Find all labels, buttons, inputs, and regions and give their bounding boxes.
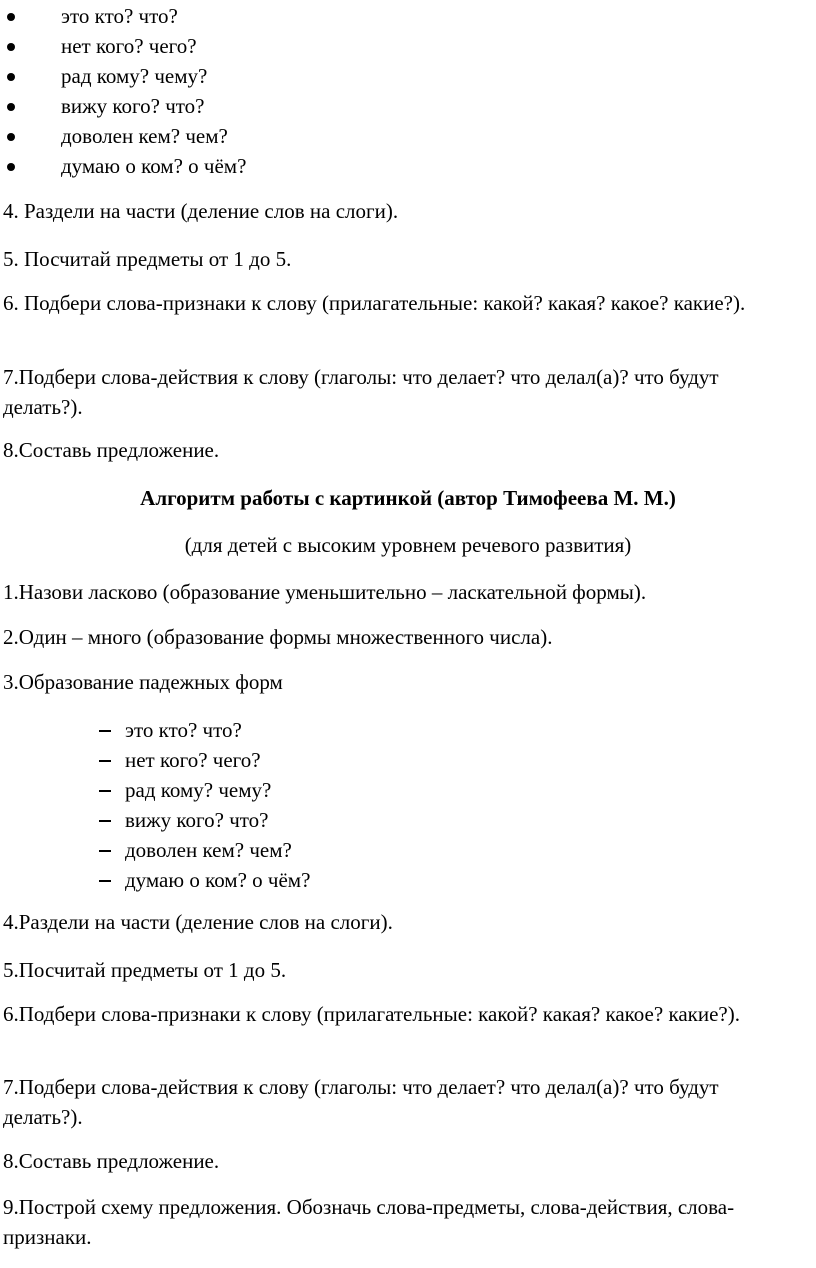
- dash-icon: [98, 835, 112, 865]
- dash-icon: [98, 745, 112, 775]
- dash-icon: [98, 775, 112, 805]
- step-4-syllables: 4. Раздели на части (деление слов на слоги).: [3, 199, 399, 223]
- step-5-counting: 5.Посчитай предметы от 1 до 5.: [3, 958, 287, 982]
- section-heading: Алгоритм работы с картинкой (автор Тимофеева М. М.): [140, 486, 676, 510]
- list-item: думаю о ком? о чём?: [4, 151, 784, 181]
- bullet-dot-icon: [4, 91, 18, 121]
- step-1-diminutive: 1.Назови ласково (образование уменьшительно – ласкательной формы).: [3, 580, 647, 604]
- step-6-adjectives: 6.Подбери слова-признаки к слову (прилагательные: какой? какая? какое? какие?).: [3, 1002, 740, 1026]
- bullet-dot-icon: [4, 61, 18, 91]
- step-7-verbs: 7.Подбери слова-действия к слову (глаголы: что делает? что делал(а)? что будут делать?).: [3, 1075, 719, 1129]
- list-item: доволен кем? чем?: [98, 835, 778, 865]
- list-item: это кто? что?: [98, 715, 778, 745]
- list-item: это кто? что?: [4, 1, 784, 31]
- bullet-dot-icon: [4, 31, 18, 61]
- step-8-sentence: 8.Составь предложение.: [3, 438, 220, 462]
- list-item: вижу кого? что?: [98, 805, 778, 835]
- list-item: вижу кого? что?: [4, 91, 784, 121]
- case-forms-list-dashes: [98, 715, 778, 895]
- bullet-dot-icon: [4, 1, 18, 31]
- dash-icon: [98, 805, 112, 835]
- step-5-counting: 5. Посчитай предметы от 1 до 5.: [3, 247, 292, 271]
- bullet-dot-icon: [4, 151, 18, 181]
- dash-icon: [98, 865, 112, 895]
- list-item: доволен кем? чем?: [4, 121, 784, 151]
- list-item: думаю о ком? о чём?: [98, 865, 778, 895]
- step-4-syllables: 4.Раздели на части (деление слов на слоги).: [3, 910, 393, 934]
- list-item: рад кому? чему?: [98, 775, 778, 805]
- list-item: рад кому? чему?: [4, 61, 784, 91]
- bullet-dot-icon: [4, 121, 18, 151]
- dash-icon: [98, 715, 112, 745]
- step-3-case-forms: 3.Образование падежных форм: [3, 670, 283, 694]
- step-9-sentence-scheme: 9.Построй схему предложения. Обозначь слова-предметы, слова-действия, слова-признаки.: [3, 1195, 735, 1249]
- list-item: нет кого? чего?: [4, 31, 784, 61]
- step-6-adjectives: 6. Подбери слова-признаки к слову (прилагательные: какой? какая? какое? какие?).: [3, 291, 746, 315]
- case-forms-list-bullets: [4, 1, 784, 181]
- step-7-verbs: 7.Подбери слова-действия к слову (глаголы: что делает? что делал(а)? что будут делать?).: [3, 365, 719, 419]
- step-2-plural: 2.Один – много (образование формы множественного числа).: [3, 625, 553, 649]
- list-item: нет кого? чего?: [98, 745, 778, 775]
- step-8-sentence: 8.Составь предложение.: [3, 1149, 220, 1173]
- section-subtitle: (для детей с высоким уровнем речевого развития): [184, 533, 632, 557]
